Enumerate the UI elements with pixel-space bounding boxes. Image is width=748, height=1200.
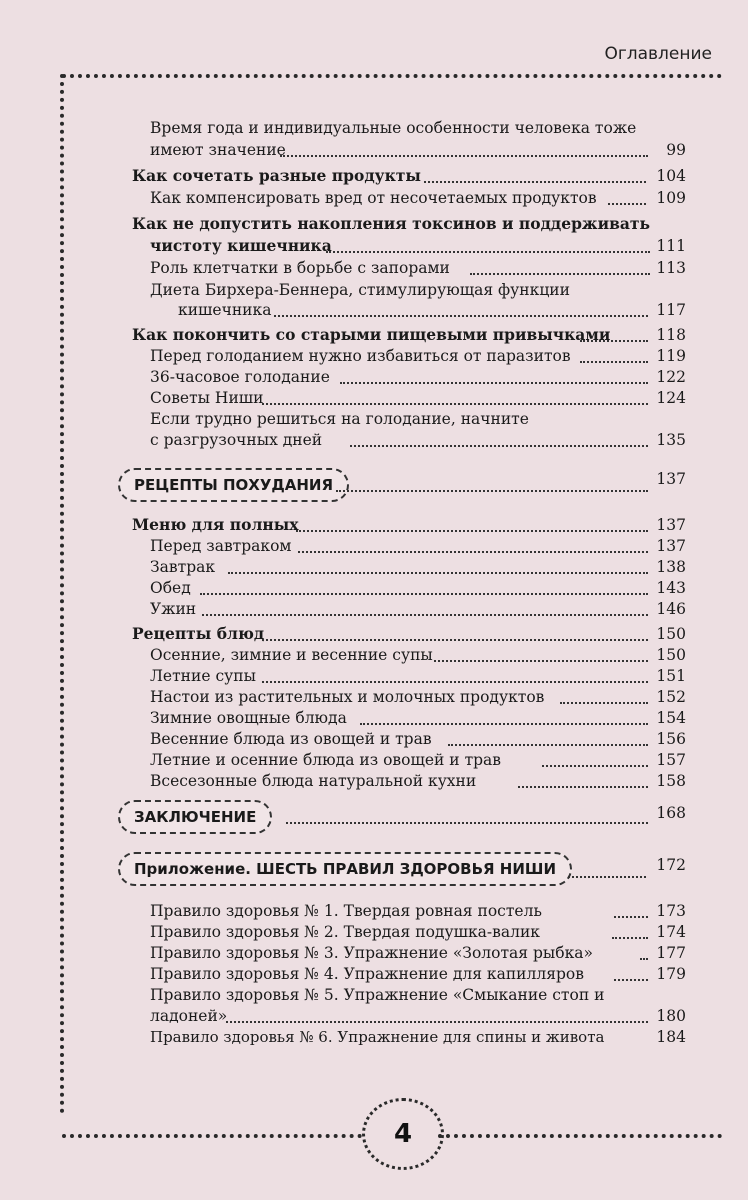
toc-page: 179 [656, 965, 686, 983]
toc-page: 150 [656, 625, 686, 643]
toc-entry-text: Летние и осенние блюда из овощей и трав [150, 751, 502, 769]
section-heading-recipes[interactable]: РЕЦЕПТЫ ПОХУДАНИЯ [118, 468, 349, 502]
toc-entry-text: Если трудно решиться на голодание, начните [150, 410, 529, 428]
dotted-border-top [62, 74, 722, 78]
toc-page: 152 [656, 688, 686, 706]
toc-entry-text: Всесезонные блюда натуральной кухни [150, 772, 477, 790]
page-number-badge [362, 1098, 444, 1170]
toc-page: 118 [656, 326, 686, 344]
toc-page: 146 [656, 600, 686, 618]
toc-page: 177 [656, 944, 686, 962]
toc-entry-text: Правило здоровья № 1. Твердая ровная постель [150, 902, 542, 920]
toc-leader [360, 723, 648, 725]
toc-leader [280, 155, 648, 157]
toc-entry[interactable] [0, 427, 748, 453]
toc-leader [228, 572, 648, 574]
toc-leader [262, 639, 648, 641]
toc-leader [262, 681, 648, 683]
toc-leader [424, 181, 646, 183]
toc-entry-text: Правило здоровья № 3. Упражнение «Золотая рыбка» [150, 944, 593, 962]
toc-page: 184 [656, 1028, 686, 1046]
toc-leader [612, 937, 648, 939]
toc-page: 109 [656, 189, 686, 207]
toc-page: 137 [656, 516, 686, 534]
toc-entry[interactable] [0, 1024, 748, 1050]
toc-leader [580, 361, 648, 363]
page-number: 4 [393, 1119, 413, 1149]
toc-entry-text: чистоту кишечника [150, 236, 332, 255]
toc-entry[interactable] [0, 297, 748, 323]
toc-entry-text: Время года и индивидуальные особенности человека тоже [150, 119, 637, 137]
toc-page: 99 [666, 141, 686, 159]
section-heading-conclusion[interactable]: ЗАКЛЮЧЕНИЕ [118, 800, 272, 834]
toc-leader [542, 765, 648, 767]
toc-leader [262, 403, 648, 405]
toc-leader [614, 979, 648, 981]
toc-entry-text: Как сочетать разные продукты [132, 166, 421, 185]
section-page: 168 [656, 804, 686, 822]
section-page: 172 [656, 856, 686, 874]
toc-entry-text: Меню для полных [132, 515, 299, 534]
toc-page: 151 [656, 667, 686, 685]
toc-leader [560, 702, 648, 704]
toc-entry-text: Правило здоровья № 2. Твердая подушка-валик [150, 923, 540, 941]
toc-entry-text: Как не допустить накопления токсинов и поддерживать [132, 214, 651, 233]
toc-entry-text: Зимние овощные блюда [150, 709, 347, 727]
toc-entry-text: Летние супы [150, 667, 256, 685]
toc-leader [274, 315, 648, 317]
toc-entry-text: Диета Бирхера-Беннера, стимулирующая функции [150, 281, 570, 299]
toc-leader [340, 382, 648, 384]
toc-entry-text: ладоней» [150, 1007, 228, 1025]
toc-page: 158 [656, 772, 686, 790]
toc-leader [434, 660, 648, 662]
section-heading-appendix[interactable]: Приложение. ШЕСТЬ ПРАВИЛ ЗДОРОВЬЯ НИШИ [118, 852, 572, 886]
toc-entry-text: Весенние блюда из овощей и трав [150, 730, 432, 748]
toc-leader [518, 786, 648, 788]
toc-page: 113 [656, 259, 686, 277]
toc-page: 156 [656, 730, 686, 748]
toc-entry-text: Правило здоровья № 6. Упражнение для спины и живота [150, 1028, 605, 1046]
toc-leader [298, 551, 648, 553]
toc-entry-text: кишечника [178, 301, 272, 319]
section-leader [336, 490, 648, 492]
toc-leader [326, 251, 650, 253]
toc-page: 180 [656, 1007, 686, 1025]
toc-leader [296, 530, 648, 532]
section-leader [568, 876, 646, 878]
toc-entry[interactable] [0, 137, 748, 163]
toc-entry-text: Как компенсировать вред от несочетаемых продуктов [150, 189, 597, 207]
section-leader [286, 822, 648, 824]
toc-entry-text: Правило здоровья № 4. Упражнение для капилляров [150, 965, 584, 983]
toc-leader [640, 958, 648, 960]
toc-leader [202, 614, 648, 616]
toc-entry[interactable] [0, 185, 748, 211]
toc-page: 135 [656, 431, 686, 449]
toc-entry-text: Советы Ниши [150, 389, 264, 407]
toc-entry-text: Обед [150, 579, 191, 597]
toc-page: 111 [656, 237, 686, 255]
toc-entry-text: Настои из растительных и молочных продуктов [150, 688, 545, 706]
toc-page: 174 [656, 923, 686, 941]
toc-leader [470, 273, 650, 275]
toc-page: 104 [656, 167, 686, 185]
toc-entry-text: имеют значение [150, 141, 286, 159]
running-header: Оглавление [604, 44, 712, 64]
toc-entry-text: с разгрузочных дней [150, 431, 323, 449]
toc-entry-text: Завтрак [150, 558, 216, 576]
toc-entry-text: Перед голоданием нужно избавиться от паразитов [150, 347, 571, 365]
toc-page: 157 [656, 751, 686, 769]
toc-page: 138 [656, 558, 686, 576]
toc-leader [614, 916, 648, 918]
toc-entry[interactable] [0, 768, 748, 794]
toc-entry-text: Как покончить со старыми пищевыми привычками [132, 325, 611, 344]
toc-entry-text: Роль клетчатки в борьбе с запорами [150, 259, 450, 277]
toc-entry-text: 36-часовое голодание [150, 368, 330, 386]
toc-page: 154 [656, 709, 686, 727]
toc-entry-text: Ужин [150, 600, 197, 618]
toc-leader [580, 340, 648, 342]
toc-page: 143 [656, 579, 686, 597]
toc-entry-text: Правило здоровья № 5. Упражнение «Смыкание стоп и [150, 986, 605, 1004]
toc-entry-text: Осенние, зимние и весенние супы [150, 646, 433, 664]
toc-page: 173 [656, 902, 686, 920]
toc-page: 117 [656, 301, 686, 319]
toc-page: 150 [656, 646, 686, 664]
toc-entry-text: Рецепты блюд [132, 624, 265, 643]
toc-leader [226, 1021, 648, 1023]
section-page: 137 [656, 470, 686, 488]
dotted-border-bottom-left [62, 1134, 362, 1138]
toc-leader [350, 445, 648, 447]
dotted-border-bottom-right [438, 1134, 722, 1138]
toc-entry-text: Перед завтраком [150, 537, 292, 555]
toc-page: 124 [656, 389, 686, 407]
toc-leader [200, 593, 648, 595]
toc-page: 137 [656, 537, 686, 555]
toc-entry[interactable] [0, 596, 748, 622]
toc-leader [448, 744, 648, 746]
toc-page: 119 [656, 347, 686, 365]
toc-leader [608, 203, 646, 205]
toc-page: 122 [656, 368, 686, 386]
